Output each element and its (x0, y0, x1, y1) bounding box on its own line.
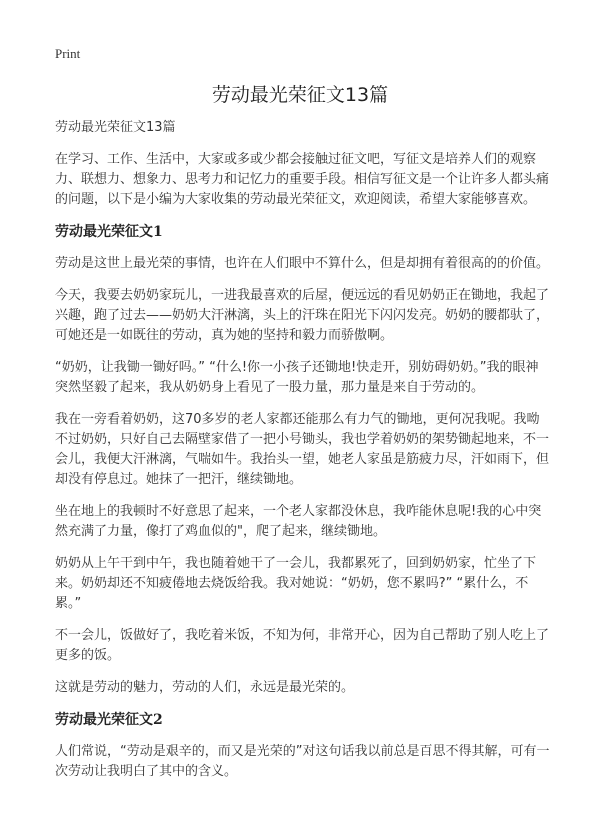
intro-paragraph: 在学习、工作、生活中，大家或多或少都会接触过征文吧，写征文是培养人们的观察力、联想力、想象力、思考力和记忆力的重要手段。相信写征文是一个让许多人都头痛的问题，以下是小编为大家收集的劳动最光荣征文，欢迎阅读，希望大家能够喜欢。 (55, 152, 550, 207)
print-link[interactable]: Print (55, 46, 81, 61)
page-title: 劳动最光荣征文13篇 (211, 84, 389, 106)
paragraph: 这就是劳动的魅力，劳动的人们，永远是最光荣的。 (55, 680, 355, 695)
paragraph: 我在一旁看着奶奶，这70多岁的老人家都还能那么有力气的锄地，更何况我呢。我呦不过奶奶，只好自己去隔壁家借了一把小号锄头，我也学着奶奶的架势锄起地来，不一会儿，我便大汗淋漓，气喘如牛。我抬头一望，她老人家虽是筋疲力尽，汗如雨下，但却没有停息过。她抹了一把汗，继续锄地。 (55, 412, 550, 487)
paragraph: 奶奶从上午干到中午，我也随着她干了一会儿，我都累死了，回到奶奶家，忙坐了下来。奶奶却还不知疲倦地去烧饭给我。我对她说：“奶奶，您不累吗?” “累什么，不累。” (55, 556, 537, 611)
paragraph: “奶奶，让我锄一锄好吗。” “什么!你一小孩子还锄地!快走开，别妨碍奶奶。”我的眼神突然坚毅了起来，我从奶奶身上看见了一股力量，那力量是来自于劳动的。 (55, 360, 539, 395)
article-body (55, 118, 550, 794)
paragraph: 劳动是这世上最光荣的事情，也许在人们眼中不算什么，但是却拥有着很高的的价值。 (55, 256, 550, 271)
paragraph: 人们常说，“劳动是艰辛的，而又是光荣的”对这句话我以前总是百思不得其解，可有一次劳动让我明白了其中的含义。 (55, 744, 550, 779)
section-heading-2: 劳动最光荣征文2 (55, 712, 163, 728)
paragraph: 坐在地上的我顿时不好意思了起来，一个老人家都没休息，我咋能休息呢!我的心中突然充满了力量，像打了鸡血似的"，爬了起来，继续锄地。 (55, 504, 542, 539)
paragraph: 不一会儿，饭做好了，我吃着米饭，不知为何，非常开心，因为自己帮助了别人吃上了更多的饭。 (55, 628, 550, 663)
section-heading-1: 劳动最光荣征文1 (55, 224, 163, 240)
subtitle: 劳动最光荣征文13篇 (55, 120, 176, 135)
paragraph: 今天，我要去奶奶家玩儿，一进我最喜欢的后屋，便远远的看见奶奶正在锄地，我起了兴趣，跑了过去——奶奶大汗淋漓，头上的汗珠在阳光下闪闪发亮。奶奶的腰都驮了，可她还是一如既往的劳动，真为她的坚持和毅力而骄傲啊。 (55, 288, 550, 343)
